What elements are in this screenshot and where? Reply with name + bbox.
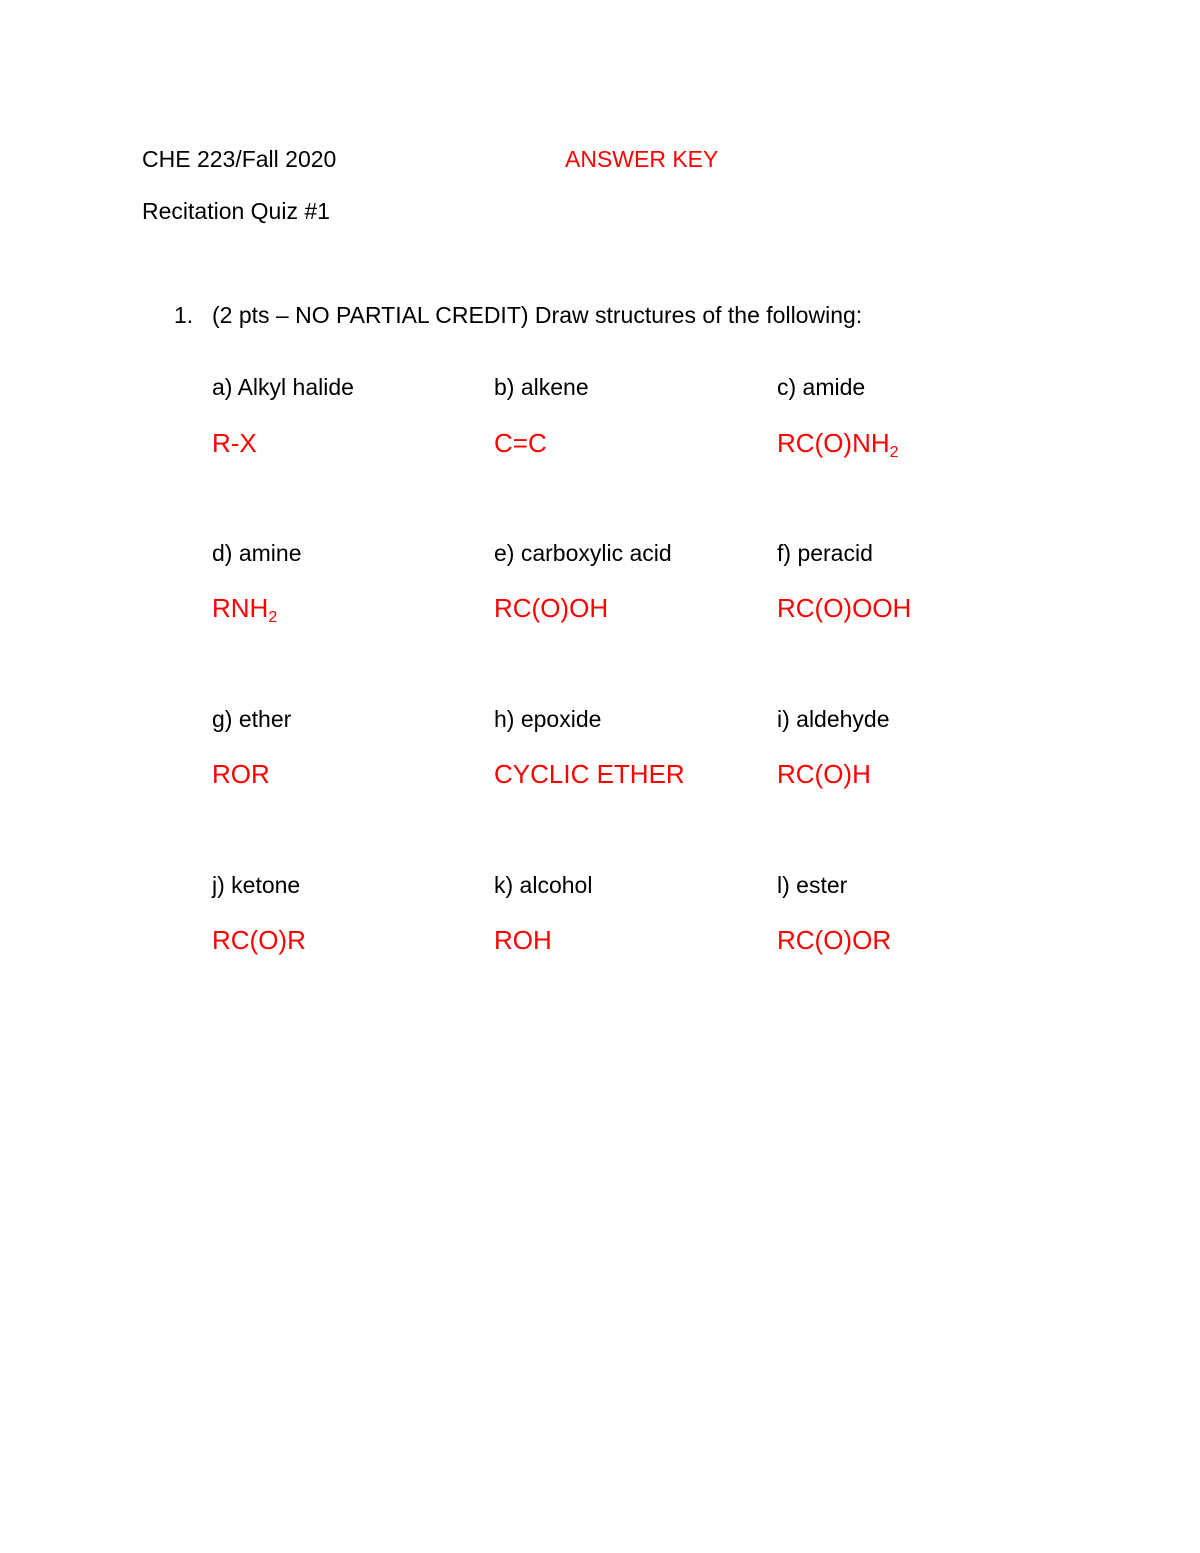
item-label-f: f) peracid (777, 540, 873, 566)
item-answer-c-subscript: 2 (889, 444, 899, 461)
course-title: CHE 223/Fall 2020 (142, 146, 337, 172)
item-answer-f: RC(O)OOH (777, 593, 912, 623)
item-label-b: b) alkene (494, 374, 589, 400)
item-answer-d-text: RNH (212, 593, 269, 623)
item-answer-c-text: RC(O)NH (777, 428, 890, 458)
item-label-k: k) alcohol (494, 872, 593, 898)
item-answer-b: C=C (494, 428, 547, 458)
item-answer-h: CYCLIC ETHER (494, 759, 685, 789)
item-answer-c (777, 428, 899, 462)
item-label-h: h) epoxide (494, 706, 602, 732)
item-label-e: e) carboxylic acid (494, 540, 672, 566)
item-answer-i: RC(O)H (777, 759, 871, 789)
item-label-j: j) ketone (212, 872, 301, 898)
item-label-g: g) ether (212, 706, 292, 732)
question-number: 1. (174, 302, 194, 328)
item-answer-j: RC(O)R (212, 925, 306, 955)
item-answer-g: ROR (212, 759, 270, 789)
question-text: (2 pts – NO PARTIAL CREDIT) Draw structures of the following: (212, 302, 863, 328)
item-label-c: c) amide (777, 374, 866, 400)
item-answer-e: RC(O)OH (494, 593, 609, 623)
item-answer-k: ROH (494, 925, 552, 955)
item-label-i: i) aldehyde (777, 706, 890, 732)
item-label-a: a) Alkyl halide (212, 374, 354, 400)
item-answer-d-subscript: 2 (268, 609, 278, 626)
item-answer-d (212, 593, 277, 627)
item-label-d: d) amine (212, 540, 302, 566)
item-answer-a: R-X (212, 428, 257, 458)
item-label-l: l) ester (777, 872, 848, 898)
item-answer-l: RC(O)OR (777, 925, 892, 955)
answer-key-label: ANSWER KEY (565, 146, 719, 172)
quiz-title: Recitation Quiz #1 (142, 198, 330, 224)
